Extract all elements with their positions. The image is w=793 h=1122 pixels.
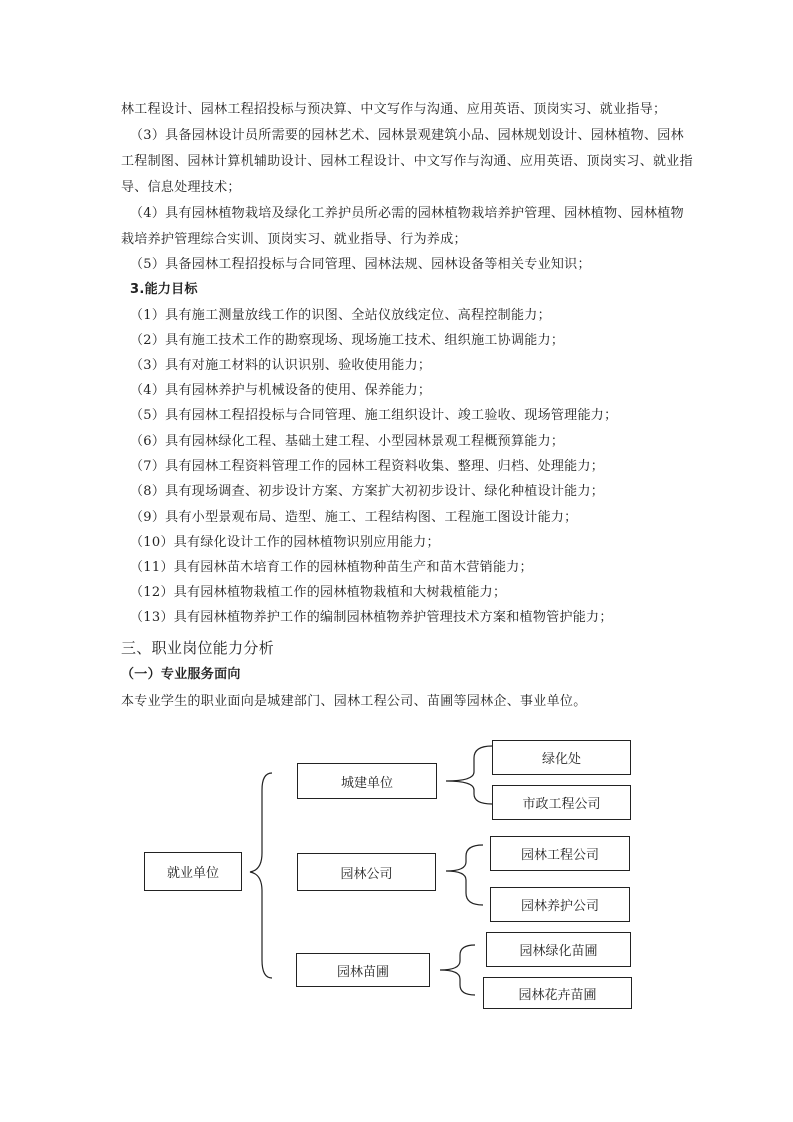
node-leaf: 绿化处 [492,740,631,775]
paragraph-line: （3）具备园林设计员所需要的园林艺术、园林景观建筑小品、园林规划设计、园林植物、园林 [130,128,684,143]
paragraph-line: 导、信息处理技术； [121,180,241,195]
ability-item: （1）具有施工测量放线工作的识图、全站仪放线定位、高程控制能力； [130,308,551,323]
section-body: 本专业学生的职业面向是城建部门、园林工程公司、苗圃等园林企、事业单位。 [121,694,587,709]
subsection-title: （一）专业服务面向 [121,667,241,682]
ability-item: （4）具有园林养护与机械设备的使用、保养能力； [130,383,432,398]
paragraph-line: 工程制图、园林计算机辅助设计、园林工程设计、中文写作与沟通、应用英语、顶岗实习、就业指 [121,154,693,169]
ability-item: （5）具有园林工程招投标与合同管理、施工组织设计、竣工验收、现场管理能力； [130,408,618,423]
node-mid: 城建单位 [297,763,437,799]
ability-item: （3）具有对施工材料的认识识别、验收使用能力； [130,358,432,373]
root-brace [250,773,272,978]
ability-item: （8）具有现场调查、初步设计方案、方案扩大初初步设计、绿化种植设计能力； [130,484,605,499]
ability-item: （12）具有园林植物栽植工作的园林植物栽植和大树栽植能力； [130,585,507,600]
ability-item: （11）具有园林苗木培育工作的园林植物种苗生产和苗木营销能力； [130,560,533,575]
ability-item: （10）具有绿化设计工作的园林植物识别应用能力； [130,535,440,550]
brace-cheng-jian [446,746,492,804]
brace-yuan-lin-miao-pu [440,945,475,995]
node-leaf: 园林养护公司 [490,887,630,922]
ability-item: （6）具有园林绿化工程、基础土建工程、小型园林景观工程概预算能力； [130,434,565,449]
ability-item: （2）具有施工技术工作的勘察现场、现场施工技术、组织施工协调能力； [130,333,565,348]
node-leaf: 园林花卉苗圃 [483,977,632,1009]
brace-yuan-lin-gong-si [446,845,483,905]
node-mid: 园林苗圃 [296,953,430,987]
node-mid: 园林公司 [297,853,436,891]
paragraph-line: （4）具有园林植物栽培及绿化工养护员所必需的园林植物栽培养护管理、园林植物、园林植物 [130,206,684,221]
section-title: 三、职业岗位能力分析 [121,639,275,657]
node-leaf: 园林工程公司 [490,836,630,871]
node-leaf: 园林绿化苗圃 [486,932,631,967]
node-root: 就业单位 [144,852,242,891]
ability-item: （7）具有园林工程资料管理工作的园林工程资料收集、整理、归档、处理能力； [130,459,605,474]
paragraph-line: 栽培养护管理综合实训、顶岗实习、就业指导、行为养成； [121,232,467,247]
paragraph-line: 林工程设计、园林工程招投标与预决算、中文写作与沟通、应用英语、顶岗实习、就业指导； [121,102,667,117]
ability-heading: 3.能力目标 [130,282,198,297]
node-leaf: 市政工程公司 [492,785,631,820]
ability-item: （13）具有园林植物养护工作的编制园林植物养护管理技术方案和植物管护能力； [130,610,613,625]
ability-item: （9）具有小型景观布局、造型、施工、工程结构图、工程施工图设计能力； [130,510,578,525]
paragraph-line: （5）具备园林工程招投标与合同管理、园林法规、园林设备等相关专业知识； [130,257,591,272]
